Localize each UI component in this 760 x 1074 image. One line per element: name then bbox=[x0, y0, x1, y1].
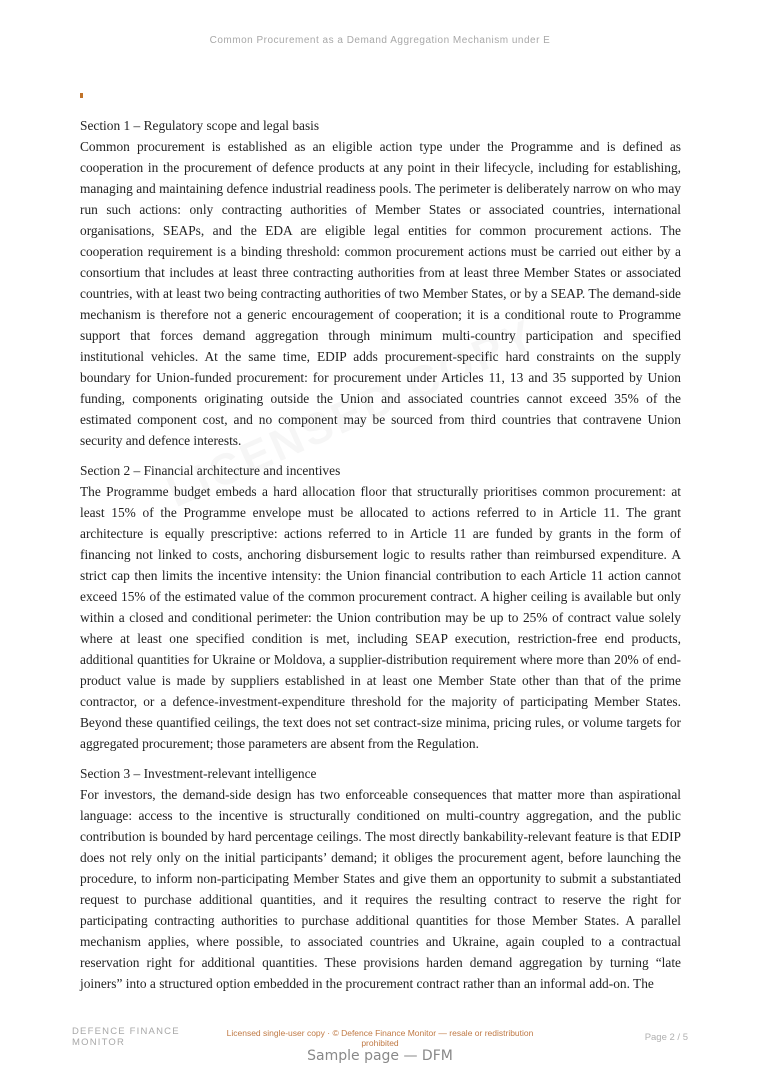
footer-brand-line2: MONITOR bbox=[72, 1037, 126, 1048]
sample-page-label: Sample page — DFM bbox=[307, 1048, 453, 1064]
section-2 bbox=[80, 460, 681, 754]
running-header: Common Procurement as a Demand Aggregation Mechanism under E bbox=[209, 35, 551, 46]
footer-brand bbox=[72, 1026, 180, 1048]
footer-brand-line1: DEFENCE FINANCE bbox=[72, 1026, 180, 1037]
section-3 bbox=[80, 763, 681, 994]
section-paragraph: The Programme budget embeds a hard allocation floor that structurally prioritises common procurement: at least 15% of the Programme envelope must be allocated to actions referred to in Article 11. The grant architecture is equally prescriptive: actions referred to in Article 11 are funded by grants in the form of financing not linked to costs, anchoring disbursement logic to results rather than reimbursed expenditure. A strict cap then limits the incentive intensity: the Union financial contribution to each Article 11 action cannot exceed 15% of the estimated value of the common procurement contract. A higher ceiling is available but only within a closed and conditional perimeter: the Union contribution may be up to 25% of contract value solely where at least one specified condition is met, including SEAP execution, restriction-free end products, additional quantities for Ukraine or Moldova, a supplier-distribution requirement where more than 20% of end-product value is made by suppliers established in at least one Member State other than that of the prime contractor, or a defence-investment-expenditure threshold for the majority of participating Member States. Beyond these quantified ceilings, the text does not set contract-size minima, pricing rules, or volume targets for aggregated procurement; those parameters are absent from the Regulation. bbox=[80, 484, 681, 751]
section-1 bbox=[80, 115, 681, 451]
section-heading: Section 1 – Regulatory scope and legal basis bbox=[80, 118, 320, 133]
footer-license-notice: Licensed single-user copy · © Defence Finance Monitor — resale or redistribution prohibited bbox=[226, 1028, 534, 1048]
section-heading: Section 2 – Financial architecture and incentives bbox=[80, 463, 341, 478]
section-paragraph: For investors, the demand-side design has two enforceable consequences that matter more than aspirational language: access to the incentive is structurally conditioned on multi-country aggregation, and the public contribution is bounded by hard percentage ceilings. The most directly bankability-relevant feature is that EDIP does not rely only on the initial participants’ demand; it obliges the procurement agent, before launching the procedure, to inform non-participating Member States and give them an opportunity to submit a substantiated request to purchase additional quantities, and it requires the resulting contract to reserve the right for participating contracting authorities to purchase additional quantities for those Member States. A parallel mechanism applies, where possible, to associated countries and Ukraine, again coupled to a contractual reservation right for additional quantities. These provisions harden demand aggregation by turning “late joiners” into a structured option embedded in the procurement contract rather than an informal add-on. The bbox=[80, 787, 681, 991]
section-paragraph: Common procurement is established as an eligible action type under the Programme and is defined as cooperation in the procurement of defence products at any point in their lifecycle, including for establishing, managing and maintaining defence industrial readiness pools. The perimeter is deliberately narrow on who may run such actions: only contracting authorities of Member States or associated countries, international organisations, SEAPs, and the EDA are eligible legal entities for common procurement actions. The cooperation requirement is a binding threshold: common procurement actions must be carried out either by a consortium that includes at least three contracting authorities from at least three Member States or associated countries, with at least two being contracting authorities of two Member States, or by a SEAP. The demand-side mechanism is therefore not a generic encouragement of cooperation; it is a conditional route to Programme support that forces demand aggregation through minimum multi-country participation and specified institutional vehicles. At the same time, EDIP adds procurement-specific hard constraints on the supply boundary for Union-funded procurement: for procurement under Articles 11, 13 and 35 supported by Union funding, components originating outside the Union and associated countries cannot exceed 35% of the estimated component cost, and no component may be sourced from third countries that contravene Union security and defence interests. bbox=[80, 139, 681, 448]
document-body bbox=[80, 115, 681, 1003]
section-heading: Section 3 – Investment-relevant intelligence bbox=[80, 766, 317, 781]
page-number: Page 2 / 5 bbox=[644, 1032, 688, 1043]
accent-mark bbox=[80, 93, 83, 98]
